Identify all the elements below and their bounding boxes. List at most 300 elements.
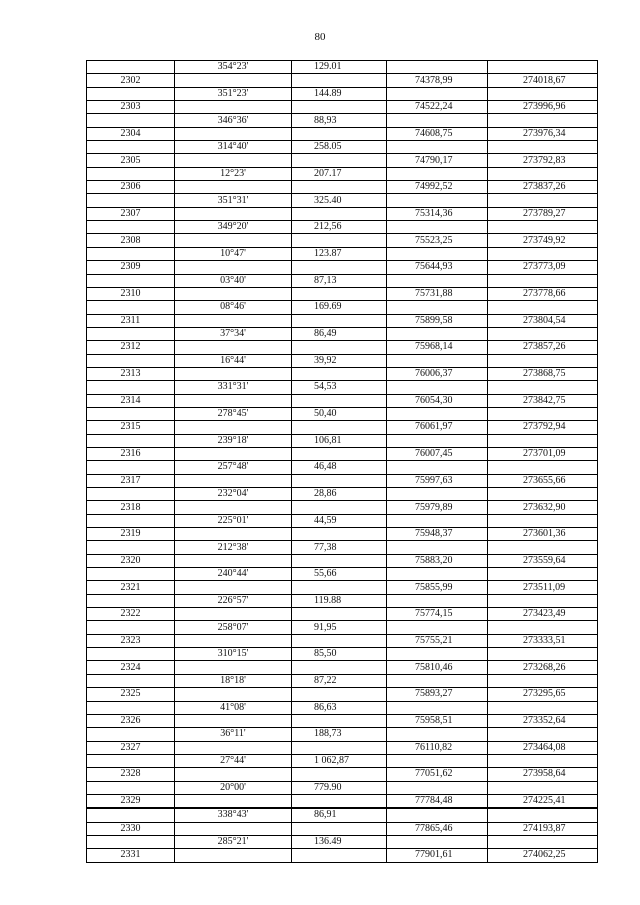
x-coordinate-cell: 74378,99: [387, 74, 488, 87]
direction-angle-cell: 226°57': [175, 594, 292, 607]
direction-angle-cell: [175, 181, 292, 194]
direction-angle-cell: 225°01': [175, 514, 292, 527]
direction-angle-cell: 351°23': [175, 87, 292, 100]
direction-angle-cell: [175, 501, 292, 514]
point-number-cell: 2306: [87, 181, 175, 194]
segment-row: [87, 141, 598, 154]
y-coordinate-cell: [488, 114, 598, 127]
direction-angle-cell: [175, 447, 292, 460]
y-coordinate-cell: 273511,09: [488, 581, 598, 594]
direction-angle-cell: [175, 74, 292, 87]
segment-row: [87, 327, 598, 340]
y-coordinate-cell: 273601,36: [488, 528, 598, 541]
direction-angle-cell: 10°47': [175, 247, 292, 260]
segment-length-cell: [292, 661, 387, 674]
point-number-cell: 2329: [87, 794, 175, 808]
y-coordinate-cell: 273559,64: [488, 554, 598, 567]
point-number-cell: [87, 247, 175, 260]
segment-length-cell: [292, 207, 387, 220]
segment-length-cell: 1 062,87: [292, 754, 387, 767]
segment-length-cell: [292, 634, 387, 647]
segment-row: [87, 167, 598, 180]
x-coordinate-cell: 75523,25: [387, 234, 488, 247]
point-number-cell: [87, 568, 175, 581]
direction-angle-cell: 37°34': [175, 327, 292, 340]
point-row: [87, 341, 598, 354]
y-coordinate-cell: 273792,94: [488, 421, 598, 434]
segment-length-cell: 779.90: [292, 781, 387, 794]
direction-angle-cell: [175, 554, 292, 567]
direction-angle-cell: [175, 608, 292, 621]
point-number-cell: 2328: [87, 768, 175, 781]
segment-length-cell: 28,86: [292, 488, 387, 501]
x-coordinate-cell: 75314,36: [387, 207, 488, 220]
point-number-cell: [87, 514, 175, 527]
point-number-cell: [87, 835, 175, 848]
direction-angle-cell: 12°23': [175, 167, 292, 180]
y-coordinate-cell: [488, 381, 598, 394]
point-number-cell: [87, 461, 175, 474]
x-coordinate-cell: 75774,15: [387, 608, 488, 621]
direction-angle-cell: [175, 421, 292, 434]
direction-angle-cell: [175, 154, 292, 167]
point-number-cell: 2307: [87, 207, 175, 220]
segment-length-cell: 106,81: [292, 434, 387, 447]
segment-row: [87, 781, 598, 794]
x-coordinate-cell: 77901,61: [387, 849, 488, 862]
segment-length-cell: [292, 581, 387, 594]
point-number-cell: [87, 87, 175, 100]
segment-row: [87, 488, 598, 501]
point-number-cell: [87, 701, 175, 714]
point-number-cell: [87, 434, 175, 447]
y-coordinate-cell: 273996,96: [488, 101, 598, 114]
direction-angle-cell: 258°07': [175, 621, 292, 634]
y-coordinate-cell: 273976,34: [488, 127, 598, 140]
point-number-cell: 2319: [87, 528, 175, 541]
segment-length-cell: [292, 74, 387, 87]
x-coordinate-cell: [387, 327, 488, 340]
x-coordinate-cell: [387, 87, 488, 100]
point-number-cell: 2316: [87, 447, 175, 460]
y-coordinate-cell: [488, 514, 598, 527]
y-coordinate-cell: [488, 594, 598, 607]
x-coordinate-cell: [387, 461, 488, 474]
point-number-cell: 2313: [87, 367, 175, 380]
segment-row: [87, 194, 598, 207]
x-coordinate-cell: 75883,20: [387, 554, 488, 567]
y-coordinate-cell: 273842,75: [488, 394, 598, 407]
point-number-cell: [87, 114, 175, 127]
x-coordinate-cell: 76061,97: [387, 421, 488, 434]
page-number: 80: [314, 31, 326, 43]
point-row: [87, 74, 598, 87]
segment-row: [87, 461, 598, 474]
point-number-cell: [87, 221, 175, 234]
point-number-cell: 2315: [87, 421, 175, 434]
y-coordinate-cell: [488, 301, 598, 314]
y-coordinate-cell: [488, 461, 598, 474]
direction-angle-cell: 314°40': [175, 141, 292, 154]
point-row: [87, 447, 598, 460]
y-coordinate-cell: 273868,75: [488, 367, 598, 380]
point-row: [87, 849, 598, 862]
direction-angle-cell: 346°36': [175, 114, 292, 127]
point-row: [87, 421, 598, 434]
point-number-cell: [87, 167, 175, 180]
y-coordinate-cell: 273655,66: [488, 474, 598, 487]
direction-angle-cell: 331°31': [175, 381, 292, 394]
point-row: [87, 528, 598, 541]
segment-length-cell: [292, 714, 387, 727]
y-coordinate-cell: [488, 728, 598, 741]
segment-length-cell: [292, 608, 387, 621]
y-coordinate-cell: 273632,90: [488, 501, 598, 514]
point-row: [87, 554, 598, 567]
segment-length-cell: 87,13: [292, 274, 387, 287]
y-coordinate-cell: 273352,64: [488, 714, 598, 727]
segment-row: [87, 648, 598, 661]
segment-length-cell: [292, 768, 387, 781]
y-coordinate-cell: 273701,09: [488, 447, 598, 460]
segment-length-cell: [292, 234, 387, 247]
y-coordinate-cell: [488, 701, 598, 714]
segment-length-cell: [292, 688, 387, 701]
direction-angle-cell: 232°04': [175, 488, 292, 501]
point-number-cell: [87, 594, 175, 607]
x-coordinate-cell: [387, 407, 488, 420]
y-coordinate-cell: 274018,67: [488, 74, 598, 87]
point-number-cell: 2320: [87, 554, 175, 567]
point-number-cell: [87, 754, 175, 767]
point-number-cell: [87, 541, 175, 554]
segment-length-cell: [292, 794, 387, 808]
segment-row: [87, 87, 598, 100]
y-coordinate-cell: [488, 247, 598, 260]
x-coordinate-cell: [387, 301, 488, 314]
point-number-cell: 2318: [87, 501, 175, 514]
y-coordinate-cell: 274193,87: [488, 822, 598, 835]
point-number-cell: 2314: [87, 394, 175, 407]
y-coordinate-cell: 273464,08: [488, 741, 598, 754]
segment-length-cell: 207.17: [292, 167, 387, 180]
segment-length-cell: 258.05: [292, 141, 387, 154]
x-coordinate-cell: [387, 808, 488, 822]
segment-length-cell: [292, 101, 387, 114]
y-coordinate-cell: 273778,66: [488, 287, 598, 300]
segment-length-cell: [292, 127, 387, 140]
point-number-cell: 2309: [87, 261, 175, 274]
point-number-cell: [87, 354, 175, 367]
direction-angle-cell: 08°46': [175, 301, 292, 314]
point-number-cell: [87, 381, 175, 394]
segment-length-cell: 91,95: [292, 621, 387, 634]
y-coordinate-cell: [488, 274, 598, 287]
point-row: [87, 287, 598, 300]
point-row: [87, 474, 598, 487]
direction-angle-cell: 212°38': [175, 541, 292, 554]
x-coordinate-cell: 76006,37: [387, 367, 488, 380]
x-coordinate-cell: 76007,45: [387, 447, 488, 460]
direction-angle-cell: [175, 741, 292, 754]
segment-length-cell: 50,40: [292, 407, 387, 420]
segment-length-cell: [292, 154, 387, 167]
y-coordinate-cell: [488, 221, 598, 234]
direction-angle-cell: [175, 261, 292, 274]
segment-length-cell: 212,56: [292, 221, 387, 234]
x-coordinate-cell: [387, 594, 488, 607]
x-coordinate-cell: 77051,62: [387, 768, 488, 781]
x-coordinate-cell: [387, 381, 488, 394]
direction-angle-cell: [175, 127, 292, 140]
x-coordinate-cell: [387, 568, 488, 581]
point-number-cell: 2305: [87, 154, 175, 167]
x-coordinate-cell: [387, 674, 488, 687]
direction-angle-cell: [175, 341, 292, 354]
point-row: [87, 741, 598, 754]
x-coordinate-cell: 75899,58: [387, 314, 488, 327]
x-coordinate-cell: [387, 354, 488, 367]
segment-length-cell: [292, 822, 387, 835]
segment-length-cell: [292, 261, 387, 274]
y-coordinate-cell: [488, 754, 598, 767]
point-number-cell: 2304: [87, 127, 175, 140]
x-coordinate-cell: [387, 488, 488, 501]
direction-angle-cell: [175, 822, 292, 835]
y-coordinate-cell: [488, 488, 598, 501]
point-row: [87, 608, 598, 621]
y-coordinate-cell: 273423,49: [488, 608, 598, 621]
direction-angle-cell: 18°18': [175, 674, 292, 687]
y-coordinate-cell: [488, 327, 598, 340]
point-number-cell: 2330: [87, 822, 175, 835]
direction-angle-cell: 20°00': [175, 781, 292, 794]
segment-length-cell: [292, 394, 387, 407]
segment-length-cell: 39,92: [292, 354, 387, 367]
point-number-cell: [87, 274, 175, 287]
x-coordinate-cell: 75644,93: [387, 261, 488, 274]
direction-angle-cell: 16°44': [175, 354, 292, 367]
x-coordinate-cell: [387, 167, 488, 180]
direction-angle-cell: 41°08': [175, 701, 292, 714]
segment-length-cell: [292, 421, 387, 434]
point-number-cell: [87, 407, 175, 420]
segment-length-cell: 129.01: [292, 61, 387, 74]
segment-row: [87, 621, 598, 634]
segment-length-cell: [292, 341, 387, 354]
point-row: [87, 207, 598, 220]
segment-row: [87, 221, 598, 234]
x-coordinate-cell: [387, 194, 488, 207]
direction-angle-cell: 354°23': [175, 61, 292, 74]
y-coordinate-cell: 273958,64: [488, 768, 598, 781]
y-coordinate-cell: 273295,65: [488, 688, 598, 701]
point-number-cell: 2325: [87, 688, 175, 701]
coordinates-table-body: [87, 61, 598, 863]
y-coordinate-cell: [488, 434, 598, 447]
direction-angle-cell: 03°40': [175, 274, 292, 287]
segment-length-cell: [292, 367, 387, 380]
direction-angle-cell: 338°43': [175, 808, 292, 822]
x-coordinate-cell: 77865,46: [387, 822, 488, 835]
point-number-cell: 2310: [87, 287, 175, 300]
y-coordinate-cell: 274225,41: [488, 794, 598, 808]
point-number-cell: 2331: [87, 849, 175, 862]
y-coordinate-cell: [488, 781, 598, 794]
x-coordinate-cell: [387, 434, 488, 447]
segment-row: [87, 808, 598, 822]
segment-length-cell: 136.49: [292, 835, 387, 848]
segment-row: [87, 274, 598, 287]
point-row: [87, 661, 598, 674]
point-number-cell: 2302: [87, 74, 175, 87]
segment-row: [87, 61, 598, 74]
point-number-cell: [87, 488, 175, 501]
x-coordinate-cell: 75893,27: [387, 688, 488, 701]
direction-angle-cell: 349°20': [175, 221, 292, 234]
y-coordinate-cell: [488, 167, 598, 180]
segment-row: [87, 728, 598, 741]
x-coordinate-cell: 75979,89: [387, 501, 488, 514]
y-coordinate-cell: [488, 568, 598, 581]
segment-length-cell: 54,53: [292, 381, 387, 394]
y-coordinate-cell: 273857,26: [488, 341, 598, 354]
segment-row: [87, 381, 598, 394]
segment-row: [87, 354, 598, 367]
x-coordinate-cell: [387, 61, 488, 74]
point-row: [87, 634, 598, 647]
segment-length-cell: 119.88: [292, 594, 387, 607]
y-coordinate-cell: 273749,92: [488, 234, 598, 247]
direction-angle-cell: 240°44': [175, 568, 292, 581]
x-coordinate-cell: [387, 221, 488, 234]
direction-angle-cell: [175, 101, 292, 114]
y-coordinate-cell: [488, 354, 598, 367]
segment-row: [87, 568, 598, 581]
x-coordinate-cell: 74790,17: [387, 154, 488, 167]
x-coordinate-cell: 75948,37: [387, 528, 488, 541]
direction-angle-cell: [175, 394, 292, 407]
segment-length-cell: 46,48: [292, 461, 387, 474]
direction-angle-cell: [175, 688, 292, 701]
segment-length-cell: 325.40: [292, 194, 387, 207]
x-coordinate-cell: [387, 141, 488, 154]
segment-length-cell: [292, 554, 387, 567]
point-row: [87, 581, 598, 594]
point-row: [87, 101, 598, 114]
x-coordinate-cell: [387, 835, 488, 848]
direction-angle-cell: [175, 234, 292, 247]
segment-length-cell: 86,91: [292, 808, 387, 822]
direction-angle-cell: [175, 367, 292, 380]
direction-angle-cell: 239°18': [175, 434, 292, 447]
point-number-cell: [87, 728, 175, 741]
segment-row: [87, 674, 598, 687]
point-number-cell: 2312: [87, 341, 175, 354]
point-number-cell: 2311: [87, 314, 175, 327]
x-coordinate-cell: 76110,82: [387, 741, 488, 754]
segment-row: [87, 247, 598, 260]
x-coordinate-cell: [387, 514, 488, 527]
x-coordinate-cell: [387, 781, 488, 794]
point-number-cell: [87, 674, 175, 687]
x-coordinate-cell: 75755,21: [387, 634, 488, 647]
segment-length-cell: 85,50: [292, 648, 387, 661]
point-row: [87, 367, 598, 380]
segment-length-cell: [292, 528, 387, 541]
segment-length-cell: 188,73: [292, 728, 387, 741]
direction-angle-cell: [175, 714, 292, 727]
point-number-cell: 2326: [87, 714, 175, 727]
point-row: [87, 794, 598, 808]
x-coordinate-cell: [387, 728, 488, 741]
point-row: [87, 154, 598, 167]
x-coordinate-cell: 75855,99: [387, 581, 488, 594]
point-number-cell: [87, 327, 175, 340]
point-row: [87, 127, 598, 140]
y-coordinate-cell: [488, 674, 598, 687]
y-coordinate-cell: 273837,26: [488, 181, 598, 194]
direction-angle-cell: [175, 314, 292, 327]
direction-angle-cell: [175, 794, 292, 808]
direction-angle-cell: [175, 528, 292, 541]
segment-row: [87, 407, 598, 420]
point-row: [87, 234, 598, 247]
point-number-cell: [87, 194, 175, 207]
direction-angle-cell: 257°48': [175, 461, 292, 474]
segment-length-cell: [292, 849, 387, 862]
point-number-cell: 2308: [87, 234, 175, 247]
point-number-cell: 2321: [87, 581, 175, 594]
segment-length-cell: 55,66: [292, 568, 387, 581]
y-coordinate-cell: [488, 61, 598, 74]
direction-angle-cell: [175, 287, 292, 300]
segment-length-cell: 87,22: [292, 674, 387, 687]
segment-row: [87, 301, 598, 314]
y-coordinate-cell: [488, 141, 598, 154]
segment-length-cell: [292, 474, 387, 487]
point-number-cell: [87, 781, 175, 794]
point-row: [87, 394, 598, 407]
point-row: [87, 181, 598, 194]
direction-angle-cell: 310°15': [175, 648, 292, 661]
x-coordinate-cell: 75958,51: [387, 714, 488, 727]
x-coordinate-cell: [387, 701, 488, 714]
y-coordinate-cell: [488, 808, 598, 822]
y-coordinate-cell: 273804,54: [488, 314, 598, 327]
segment-length-cell: 144.89: [292, 87, 387, 100]
x-coordinate-cell: 75997,63: [387, 474, 488, 487]
segment-row: [87, 754, 598, 767]
point-number-cell: [87, 808, 175, 822]
segment-row: [87, 701, 598, 714]
segment-row: [87, 114, 598, 127]
point-number-cell: [87, 621, 175, 634]
y-coordinate-cell: [488, 541, 598, 554]
segment-length-cell: 88,93: [292, 114, 387, 127]
point-row: [87, 261, 598, 274]
segment-length-cell: [292, 314, 387, 327]
segment-length-cell: [292, 741, 387, 754]
direction-angle-cell: 27°44': [175, 754, 292, 767]
x-coordinate-cell: [387, 274, 488, 287]
x-coordinate-cell: 74992,52: [387, 181, 488, 194]
segment-length-cell: [292, 181, 387, 194]
segment-row: [87, 835, 598, 848]
segment-length-cell: 86,63: [292, 701, 387, 714]
direction-angle-cell: 285°21': [175, 835, 292, 848]
point-number-cell: 2317: [87, 474, 175, 487]
